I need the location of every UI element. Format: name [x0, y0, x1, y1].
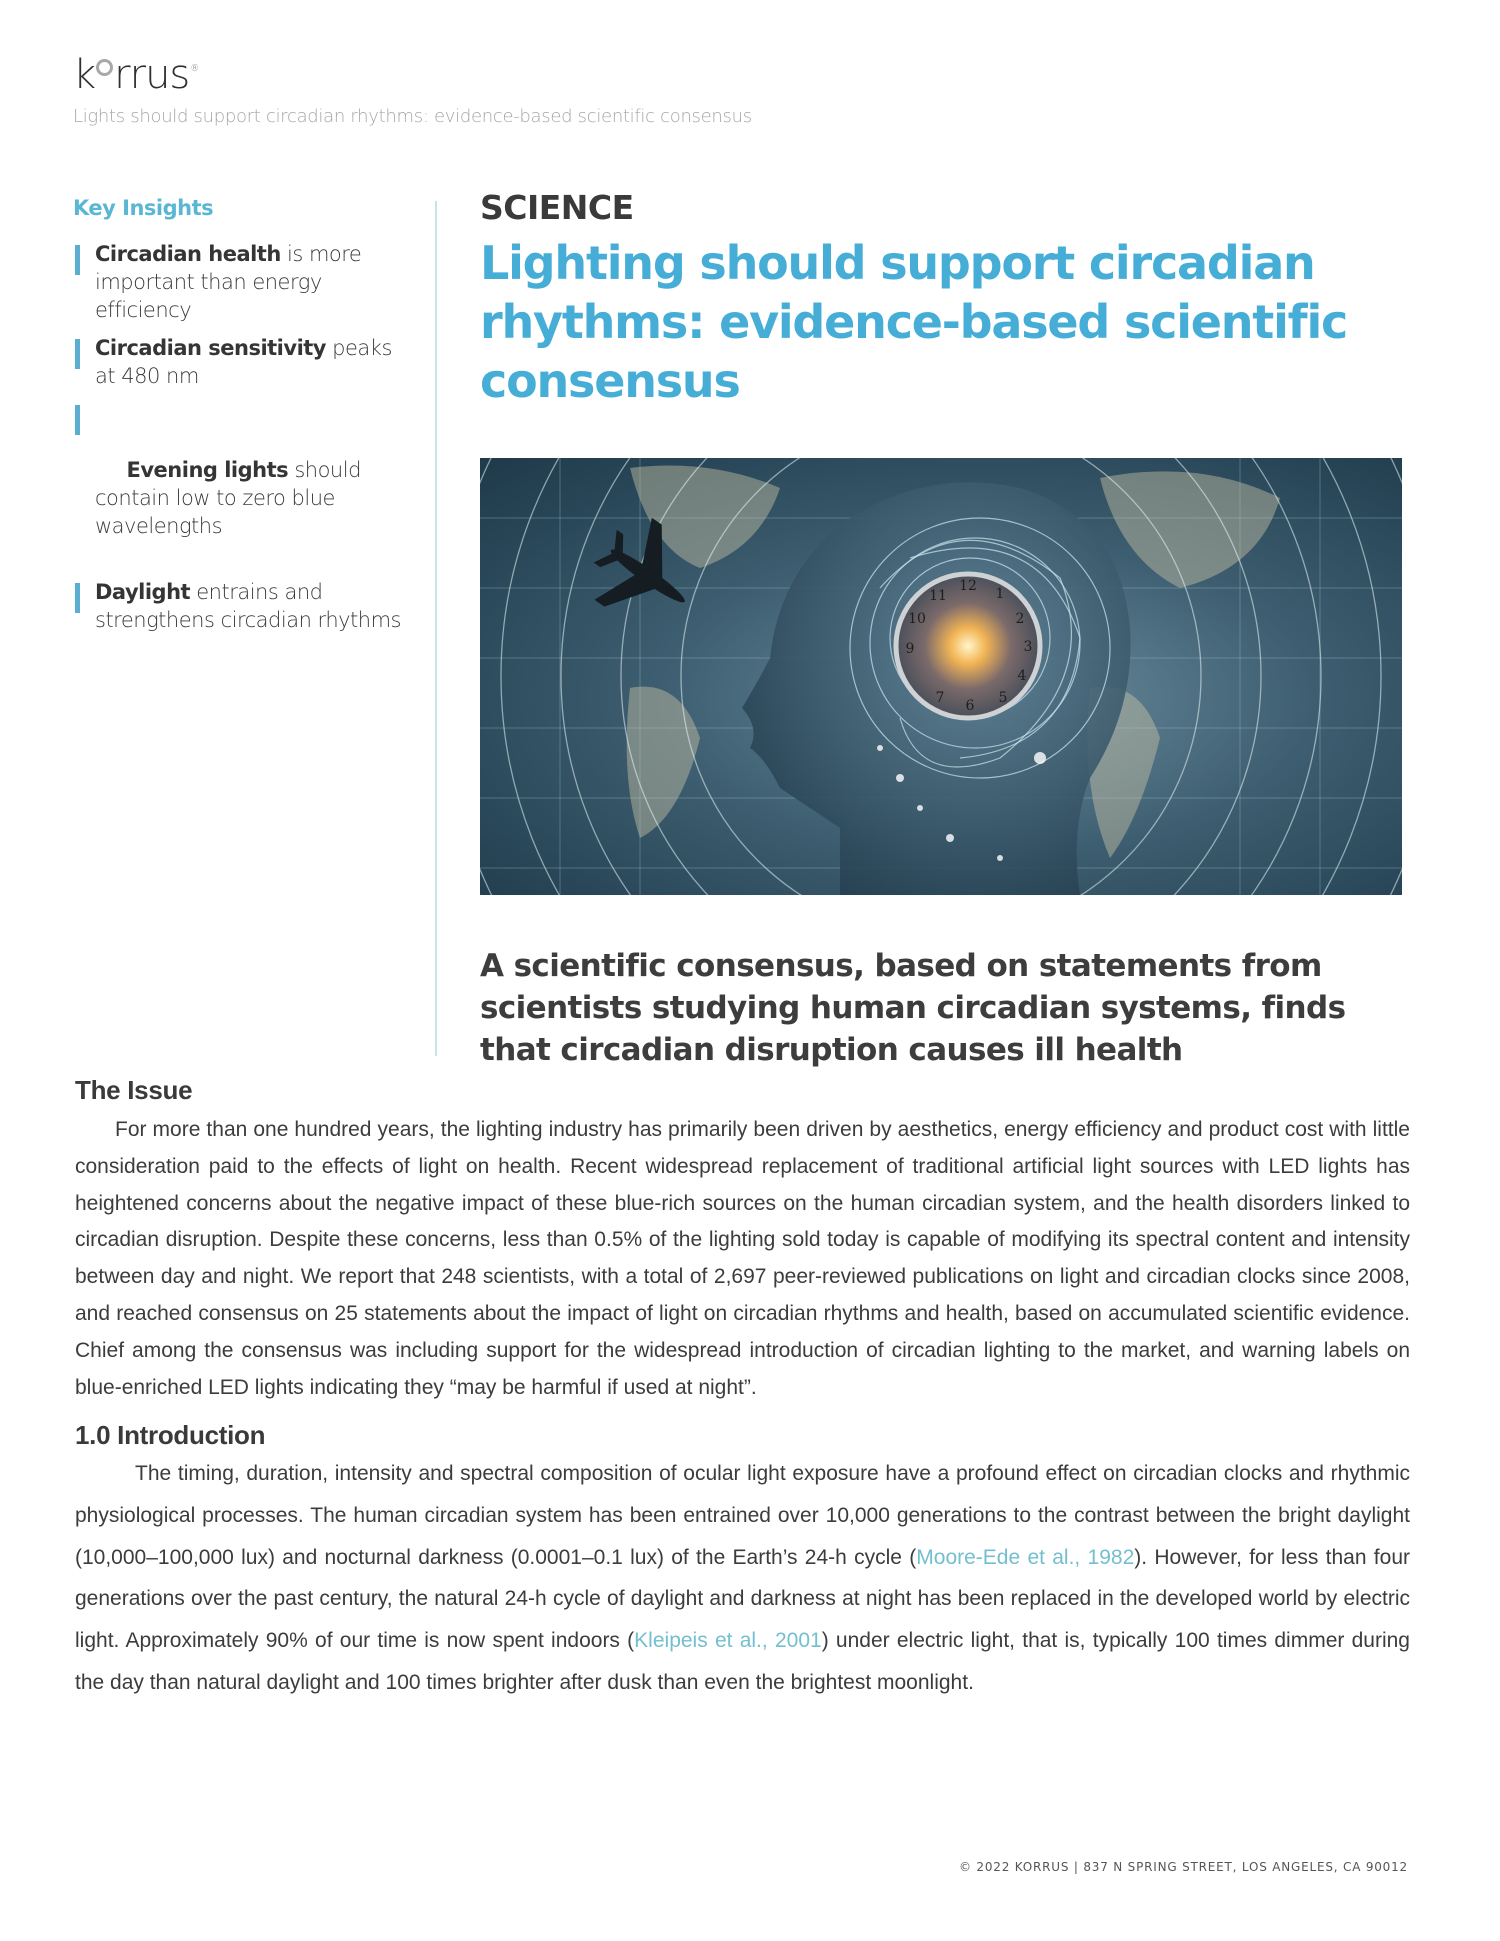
intro-text-part: The timing, duration, intensity and spectral composition of ocular light exposure have a profound effect on circadian clocks and rhythmic physiological processes. The human circadian system has been entrained over 10,000 generations to the contrast between the bright daylight (10,000–100,000 lux) and nocturnal darkness (0.0001–0.1 lux) of the Earth’s 24-h cycle ( — [75, 1462, 1410, 1569]
hero-illustration — [480, 458, 1402, 895]
issue-body: For more than one hundred years, the lighting industry has primarily been driven by aesthetics, energy efficiency and product cost with little consideration paid to the effects of light on health. Recent widespread replacement of traditional artificial light sources with LED lights has heightened concerns about the negative impact of these blue-rich sources on the human circadian system, and the health disorders linked to circadian disruption. Despite these concerns, less than 0.5% of the lighting sold today is capable of modifying its spectral content and intensity between day and night. We report that 248 scientists, with a total of 2,697 peer-reviewed publications on light and circadian clocks since 2008, and reached consensus on 25 statements about the impact of light on circadian rhythms and health, based on accumulated scientific evidence. Chief among the consensus was including support for the widespread introduction of circadian lighting to the market, and warning labels on blue-enriched LED lights indicating they “may be harmful if used at night”. — [75, 1118, 1410, 1399]
logo-o-ring-icon — [96, 59, 113, 76]
article-header — [480, 190, 1410, 411]
accent-bar — [75, 405, 80, 435]
accent-bar — [75, 245, 80, 275]
page-footer: © 2022 KORRUS | 837 N SPRING STREET, LOS ANGELES, CA 90012 — [958, 1860, 1408, 1874]
svg-text:10: 10 — [908, 611, 926, 627]
section-kicker: SCIENCE — [480, 188, 634, 227]
insight-bold: Evening lights — [119, 458, 289, 482]
svg-text:1: 1 — [995, 586, 1005, 602]
insight-bold: Circadian sensitivity — [95, 336, 326, 360]
svg-text:9: 9 — [905, 641, 915, 657]
insight-item — [73, 578, 413, 634]
svg-text:11: 11 — [929, 588, 947, 604]
svg-text:5: 5 — [998, 690, 1008, 706]
registered-mark: ® — [190, 64, 199, 74]
korrus-logo — [73, 52, 199, 98]
svg-text:6: 6 — [965, 698, 975, 714]
insight-text: is more important than energy efficiency — [95, 242, 362, 322]
citation-moore-ede-link[interactable]: Moore-Ede et al., 1982 — [916, 1545, 1135, 1569]
insight-bold: Circadian health — [95, 242, 281, 266]
insight-item — [73, 334, 413, 390]
accent-bar — [75, 339, 80, 369]
insight-text: should contain low to zero blue wavelengths — [95, 458, 368, 538]
introduction-section — [75, 1420, 1410, 1704]
svg-text:3: 3 — [1023, 639, 1033, 655]
issue-heading: The Issue — [75, 1075, 193, 1105]
logo-text-rrus: rrus — [114, 52, 190, 98]
key-insights-sidebar — [73, 196, 413, 644]
article-title: Lighting should support circadian rhythms: evidence-based scientific consensus — [480, 236, 1348, 409]
insight-text: entrains and strengthens circadian rhythms — [95, 580, 401, 632]
citation-kleipeis-link[interactable]: Kleipeis et al., 2001 — [634, 1629, 822, 1653]
svg-text:4: 4 — [1017, 668, 1027, 684]
header-subtitle: Lights should support circadian rhythms: evidence-based scientific consensus — [73, 106, 752, 127]
logo-text-k: k — [73, 52, 96, 98]
svg-text:2: 2 — [1015, 611, 1025, 627]
svg-text:12: 12 — [959, 578, 977, 594]
introduction-body — [75, 1453, 1410, 1704]
issue-section — [75, 1075, 1410, 1406]
insight-item — [73, 240, 413, 324]
insight-item — [73, 400, 413, 568]
insight-text: peaks at 480 nm — [95, 336, 392, 388]
key-insights-title: Key Insights — [73, 196, 214, 220]
circadian-head-illustration-icon — [480, 458, 1402, 895]
insight-bold: Daylight — [95, 580, 191, 604]
article-subheading: A scientific consensus, based on statements from scientists studying human circadian systems, finds that circadian disruption causes ill health — [480, 948, 1346, 1068]
vertical-divider — [435, 201, 437, 1056]
intro-text-part: ). However, for less than four generations over the past century, the natural 24-h cycle of daylight and darkness at night has been replaced in the developed world by electric light. Approximately 90% of our time is now spent indoors ( — [75, 1545, 1410, 1653]
intro-text-part: ) under electric light, that is, typically 100 times dimmer during the day than natural daylight and 100 times brighter after dusk than even the brightest moonlight. — [75, 1629, 1410, 1694]
introduction-heading: 1.0 Introduction — [75, 1420, 266, 1450]
accent-bar — [75, 583, 80, 613]
svg-text:7: 7 — [935, 690, 945, 706]
